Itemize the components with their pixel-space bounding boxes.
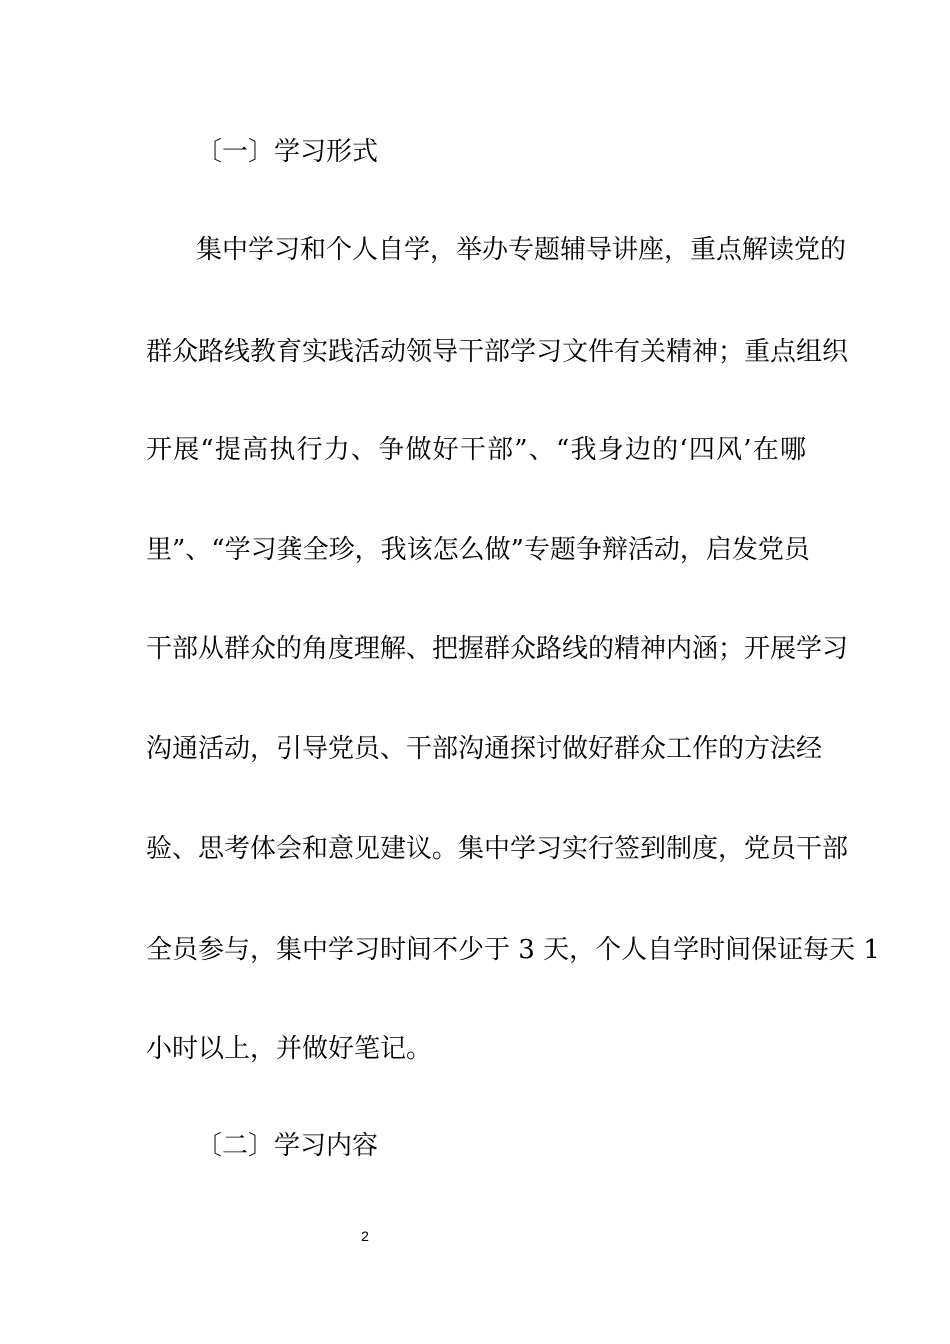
paragraph-line-9: 小时以上，并做好笔记。 bbox=[146, 1034, 433, 1064]
paragraph-line-6: 沟通活动，引导党员、干部沟通探讨做好群众工作的方法经 bbox=[146, 734, 823, 764]
section-heading-1: 〔一〕学习形式 bbox=[196, 137, 379, 167]
paragraph-line-3: 开展“提高执行力、争做好干部”、“我身边的‘四风’在哪 bbox=[146, 435, 806, 465]
paragraph-line-5: 干部从群众的角度理解、把握群众路线的精神内涵；开展学习 bbox=[146, 634, 849, 664]
paragraph-line-7: 验、思考体会和意见建议。集中学习实行签到制度，党员干部 bbox=[146, 834, 849, 864]
paragraph-line-4: 里”、“学习龚全珍，我该怎么做”专题争辩活动，启发党员 bbox=[146, 535, 810, 565]
page-number: 2 bbox=[361, 1228, 369, 1244]
section-heading-2: 〔二〕学习内容 bbox=[196, 1131, 379, 1161]
paragraph-line-8: 全员参与，集中学习时间不少于 3 天，个人自学时间保证每天 1 bbox=[146, 935, 880, 965]
paragraph-line-1: 集中学习和个人自学，举办专题辅导讲座，重点解读党的 bbox=[196, 235, 847, 265]
paragraph-line-2: 群众路线教育实践活动领导干部学习文件有关精神；重点组织 bbox=[146, 337, 849, 367]
